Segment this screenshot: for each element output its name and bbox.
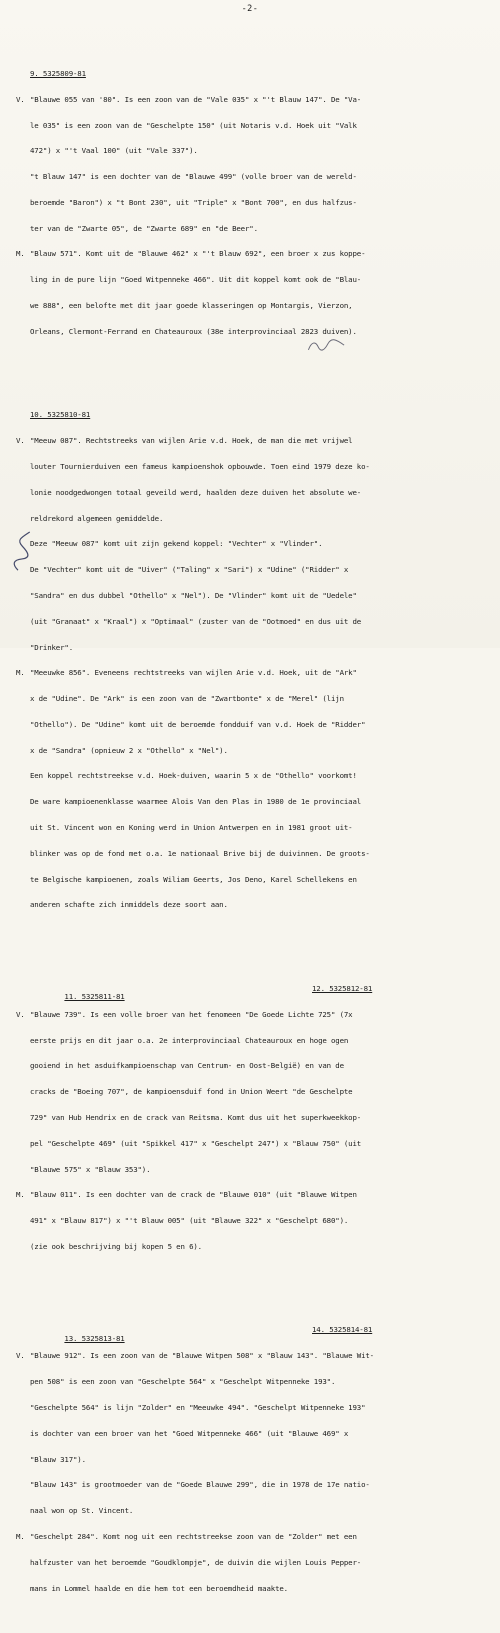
text-line: M. "Meeuwke 856". Eveneens rechtstreeks van wijlen Arie v.d. Hoek, uit de "Ark" [16,668,357,678]
entry-heading: 9. 5325809-81 [30,68,86,78]
text-line: V. "Blauwe 055 van '80". Is een zoon van de "Vale 035" x "'t Blauw 147". De "Va- [16,94,362,104]
text-line: (uit "Granaat" x "Kraal") x "Optimaal" (zuster van de "Ootmoed" en dus uit de [30,616,362,626]
text-line: eerste prijs en dit jaar o.a. 2e interprovinciaal Chateauroux en hoge ogen [30,1035,349,1045]
pedigree-entry-10 [16,394,494,927]
entry-heading: 10. 5325810-81 [30,410,91,420]
document-body [16,18,494,1633]
entry-heading-secondary: 14. 5325814-81 [312,1325,373,1335]
text-line: x de "Sandra" (opnieuw 2 x "Othello" x "Nel"). [30,745,228,755]
text-line: mans in Lommel haalde en die hem tot een beroemdheid maakte. [30,1583,288,1593]
text-line: V. "Blauwe 912". Is een zoon van de "Blauwe Witpen 508" x "Blauw 143". "Blauwe Wit- [16,1351,374,1361]
text-line: reldrekord algemeen gemiddelde. [30,513,164,523]
text-line: 472") x "'t Vaal 100" (uit "Vale 337"). [30,146,198,156]
text-line: ling in de pure lijn "Goed Witpenneke 466". Uit dit koppel komt ook de "Blau- [30,275,362,285]
entry-heading-secondary: 12. 5325812-81 [312,983,373,993]
text-line: Deze "Meeuw 087" komt uit zijn gekend koppel: "Vechter" x "Vlinder". [30,539,323,549]
text-line: cracks de "Boeing 707", de kampioensduif fond in Union Weert "de Geschelpte [30,1087,353,1097]
text-line: Orleans, Clermont-Ferrand en Chateauroux (38e interprovinciaal 2823 duiven). [30,326,357,336]
text-line: le 035" is een zoon van de "Geschelpte 150" (uit Notaris v.d. Hoek uit "Valk [30,120,357,130]
entry-heading: 11. 5325811-81 [64,992,125,1002]
text-line: ter van de "Zwarte 05", de "Zwarte 689" en "de Beer". [30,223,258,233]
pedigree-entry-11-12 [16,968,494,1269]
pedigree-entry-13-14 [16,1309,494,1610]
text-line: M. "Blauw 011". Is een dochter van de crack de "Blauwe 010" (uit "Blauwe Witpen [16,1190,357,1200]
text-line: "Drinker". [30,642,73,652]
text-line: V. "Meeuw 087". Rechtstreeks van wijlen Arie v.d. Hoek, de man die met vrijwel [16,436,353,446]
text-line: uit St. Vincent won en Koning werd in Union Antwerpen en in 1981 groot uit- [30,823,353,833]
text-line: V. "Blauwe 739". Is een volle broer van het fenomeen "De Goede Lichte 725" (7x [16,1009,353,1019]
text-line: "t Blauw 147" is een dochter van de "Blauwe 499" (volle broer van de wereld- [30,172,357,182]
text-line: "Blauwe 575" x "Blauw 353"). [30,1164,151,1174]
text-line: "Blauw 317"). [30,1454,86,1464]
text-line: De ware kampioenenklasse waarmee Alois Van den Plas in 1980 de 1e provinciaal [30,797,362,807]
text-line: x de "Udine". De "Ark" is een zoon van de "Zwartbonte" x de "Merel" (lijn [30,694,344,704]
text-line: "Othello"). De "Udine" komt uit de beroemde fondduif van v.d. Hoek de "Ridder" [30,719,366,729]
page-number: -2- [241,4,259,14]
text-line: "Sandra" en dus dubbel "Othello" x "Nel"). De "Vlinder" komt uit de "Uedele" [30,591,357,600]
text-line: pel "Geschelpte 469" (uit "Spikkel 417" x "Geschelpt 247") x "Blauw 750" (uit [30,1138,362,1148]
text-line: anderen schafte zich inmiddels deze soort aan. [30,900,228,910]
text-line: 729" van Hub Hendrix en de crack van Reitsma. Komt dus uit het superkweekkop- [30,1113,362,1123]
text-line: gooiend in het asduifkampioenschap van Centrum- en Oost-België) en van de [30,1061,344,1071]
entry-heading: 13. 5325813-81 [64,1333,125,1343]
text-line: 491" x "Blauw 817") x "'t Blauw 005" (uit "Blauwe 322" x "Geschelpt 680"). [30,1216,349,1226]
text-line: naal won op St. Vincent. [30,1506,134,1516]
text-line: "Blauw 143" is grootmoeder van de "Goede Blauwe 299", die in 1978 de 17e natio- [30,1480,370,1490]
text-line: pen 508" is een zoon van "Geschelpte 564" x "Geschelpt Witpenneke 193". [30,1377,336,1387]
text-line: louter Tournierduiven een fameus kampioenshok opbouwde. Toen eind 1979 deze ko- [30,462,370,472]
text-line: te Belgische kampioenen, zoals Wiliam Geerts, Jos Deno, Karel Schellekens en [30,874,357,884]
text-line: De "Vechter" komt uit de "Uiver" ("Taling" x "Sari") x "Udine" ("Ridder" x [30,565,349,575]
text-line: blinker was op de fond met o.a. 1e nationaal Brive bij de duivinnen. De groots- [30,848,370,858]
pedigree-entry-9 [16,52,494,353]
text-line: is dochter van een broer van het "Goed Witpenneke 466" (uit "Blauwe 469" x [30,1428,349,1438]
text-line: (zie ook beschrijving bij kopen 5 en 6). [30,1241,202,1251]
text-line: beroemde "Baron") x "t Bont 230", uit "Triple" x "Bont 700", en dus halfzus- [30,197,357,207]
text-line: lonie noodgedwongen totaal geveild werd, haalden deze duiven het absolute we- [30,487,362,497]
text-line: M. "Geschelpt 284". Komt nog uit een rechtstreekse zoon van de "Zolder" met een [16,1531,357,1541]
text-line: M. "Blauw 571". Komt uit de "Blauwe 462" x "'t Blauw 692", een broer x zus koppe- [16,249,366,259]
text-line: we 888", een belofte met dit jaar goede klasseringen op Montargis, Vierzon, [30,301,353,310]
text-line: "Geschelpte 564" is lijn "Zolder" en "Meeuwke 494". "Geschelpt Witpenneke 193" [30,1403,366,1413]
text-line: halfzuster van het beroemde "Goudklompje", de duivin die wijlen Louis Pepper- [30,1557,362,1567]
text-line: Een koppel rechtstreekse v.d. Hoek-duiven, waarin 5 x de "Othello" voorkomt! [30,771,357,781]
